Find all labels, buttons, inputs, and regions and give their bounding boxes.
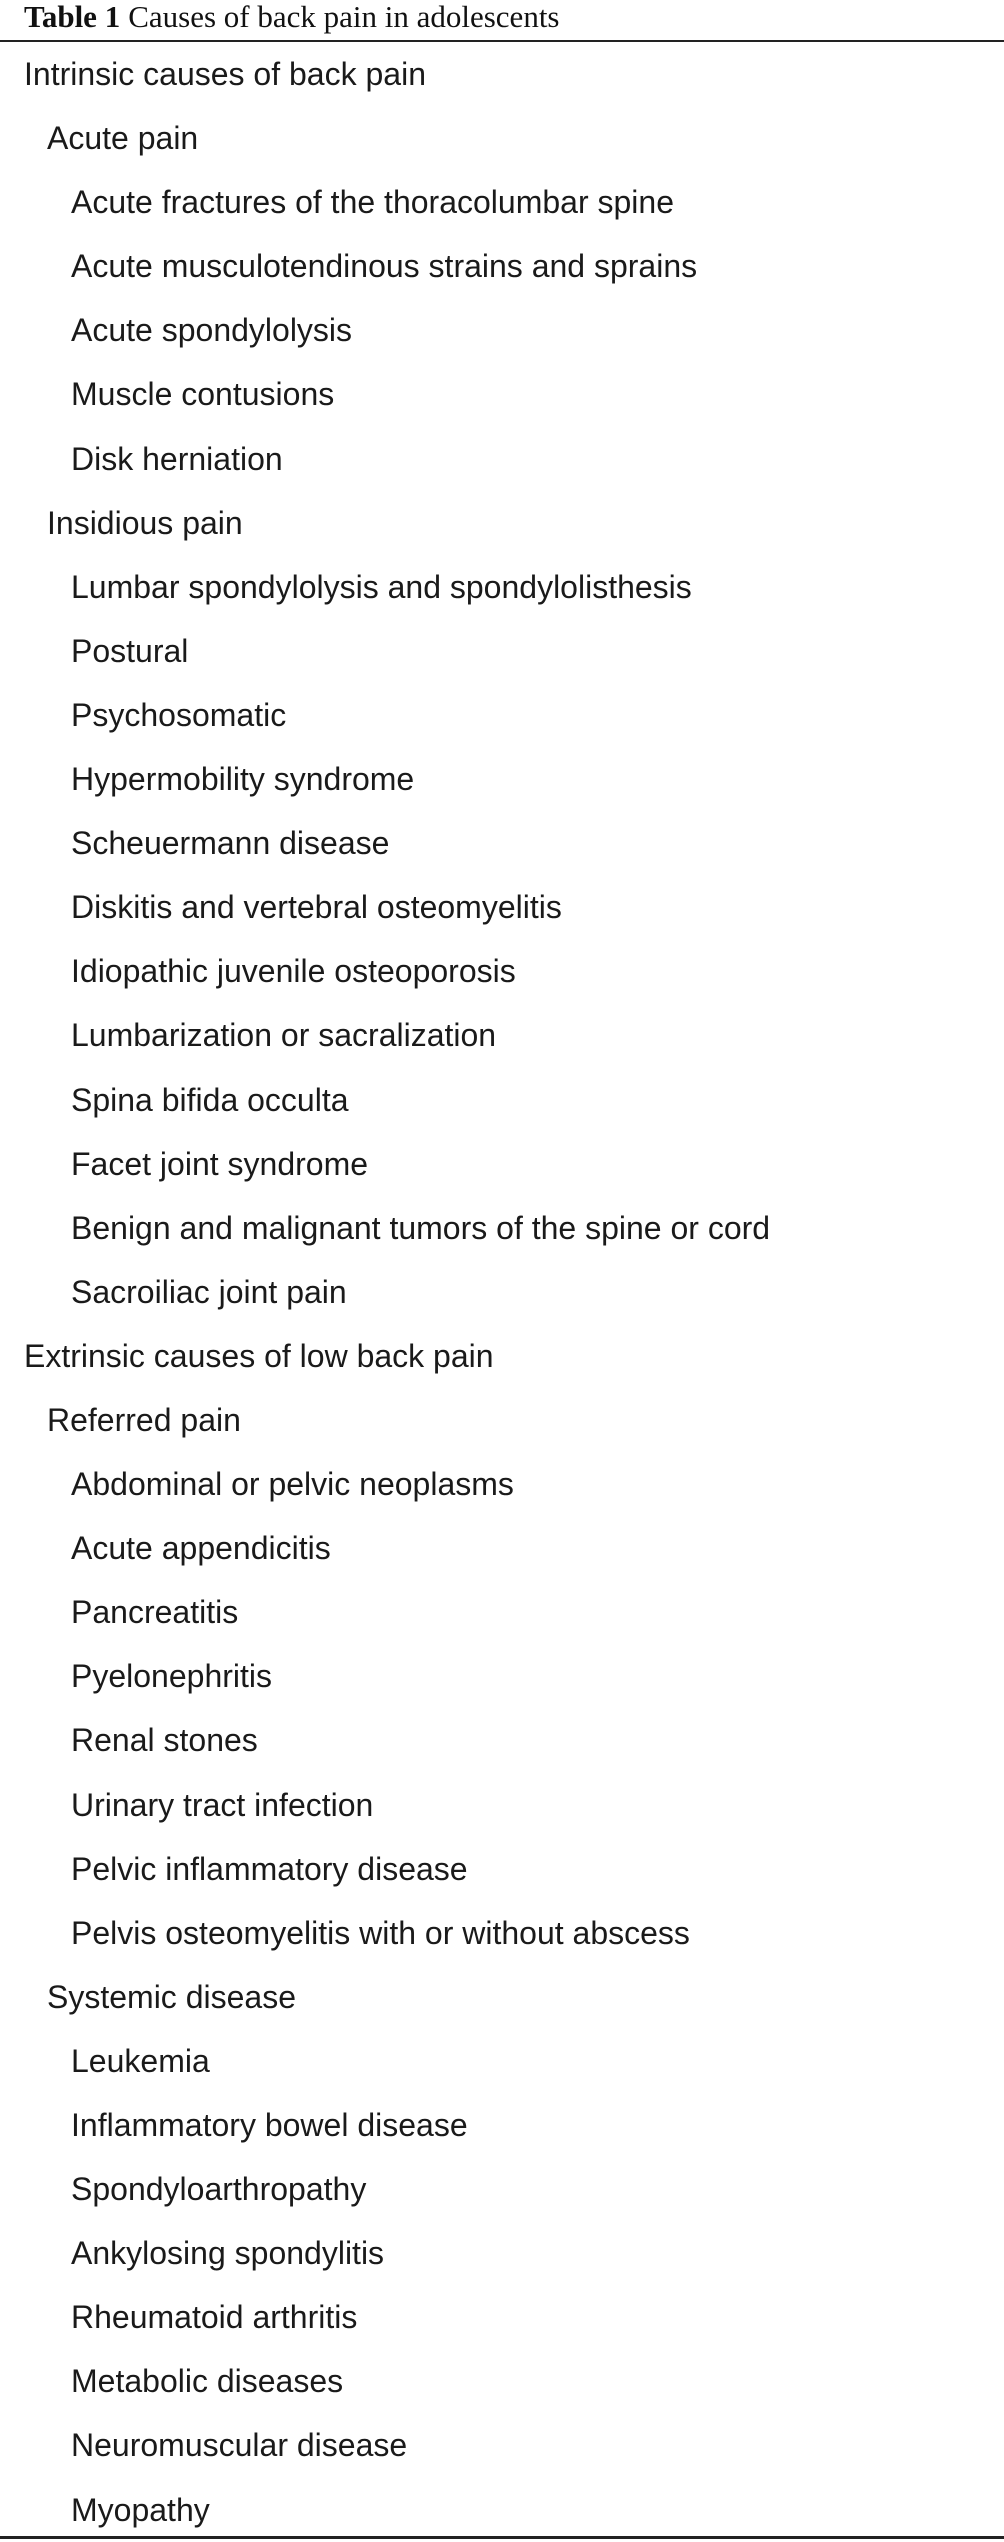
table-subsection-heading: Acute pain	[47, 120, 199, 157]
table-row: Renal stones	[71, 1722, 258, 1759]
table-row: Acute musculotendinous strains and sprains	[71, 248, 698, 285]
table-row: Benign and malignant tumors of the spine or cord	[71, 1209, 771, 1246]
table-row: Acute spondylolysis	[71, 312, 353, 349]
table-row: Postural	[71, 632, 189, 669]
table-row: Spina bifida occulta	[71, 1081, 349, 1118]
table-row: Lumbar spondylolysis and spondylolisthesis	[71, 568, 692, 605]
table-label: Table 1	[24, 0, 121, 34]
table-row: Hypermobility syndrome	[71, 761, 415, 798]
table-row: Spondyloarthropathy	[71, 2171, 367, 2208]
table-row: Lumbarization or sacralization	[71, 1017, 497, 1054]
table-row: Disk herniation	[71, 440, 283, 477]
table-row: Pelvis osteomyelitis with or without abscess	[71, 1914, 690, 1951]
table-row: Abdominal or pelvic neoplasms	[71, 1466, 514, 1503]
table-subsection-heading: Insidious pain	[47, 504, 243, 541]
table-section-heading: Intrinsic causes of back pain	[24, 56, 426, 92]
table-row: Rheumatoid arthritis	[71, 2299, 358, 2336]
table-rows	[0, 42, 1004, 2542]
table-row: Acute fractures of the thoracolumbar spine	[71, 184, 674, 221]
table-row: Psychosomatic	[71, 696, 287, 733]
table-row: Leukemia	[71, 2042, 210, 2079]
table-title: Causes of back pain in adolescents	[128, 0, 560, 34]
table-row: Acute appendicitis	[71, 1530, 331, 1567]
bottom-rule	[0, 2536, 1004, 2539]
table-subsection-heading: Systemic disease	[47, 1978, 296, 2015]
table-subsection-heading: Referred pain	[47, 1401, 241, 1438]
table-row: Urinary tract infection	[71, 1786, 374, 1823]
table-section-heading: Extrinsic causes of low back pain	[24, 1337, 494, 1374]
table-row: Inflammatory bowel disease	[71, 2107, 468, 2143]
table-row: Neuromuscular disease	[71, 2427, 408, 2464]
table-row: Sacroiliac joint pain	[71, 1273, 347, 1310]
table-row: Muscle contusions	[71, 376, 335, 413]
table-row: Myopathy	[71, 2491, 210, 2528]
table-row: Pyelonephritis	[71, 1658, 272, 1695]
table-row: Facet joint syndrome	[71, 1145, 369, 1182]
table-caption	[24, 0, 560, 38]
table-row: Pelvic inflammatory disease	[71, 1850, 468, 1887]
table-row: Scheuermann disease	[71, 825, 390, 862]
table-row: Diskitis and vertebral osteomyelitis	[71, 889, 562, 926]
table-row: Pancreatitis	[71, 1594, 239, 1631]
table-row: Metabolic diseases	[71, 2363, 344, 2400]
table-row: Idiopathic juvenile osteoporosis	[71, 953, 516, 990]
table-row: Ankylosing spondylitis	[71, 2235, 385, 2272]
